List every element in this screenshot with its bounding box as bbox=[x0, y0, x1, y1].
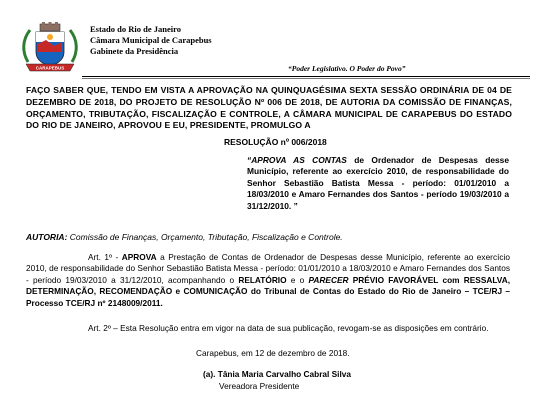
letterhead bbox=[90, 24, 212, 57]
article-1-text-c: PRÉVIO FAVORÁVEL com RESSALVA, DETERMINAÇÃO, RECOMENDAÇÃO e COMUNICAÇÃO do Tribunal de Contas do Estado do Rio de Janeiro – TCE/RJ – Processo TCE/RJ nº 2148009/2011. bbox=[26, 274, 511, 308]
letterhead-chamber: Câmara Municipal de Carapebus bbox=[90, 35, 212, 45]
signatory-name: (a). Tânia Maria Carvalho Cabral Silva bbox=[203, 369, 352, 379]
header-divider bbox=[82, 76, 530, 77]
summary-italic-lead: “APROVA AS CONTAS bbox=[247, 155, 347, 165]
signatory-role: Vereadora Presidente bbox=[219, 381, 300, 391]
letterhead-office: Gabinete da Presidência bbox=[90, 46, 179, 56]
article-1-report: RELATÓRIO bbox=[238, 274, 287, 285]
crest-banner-text: CARAPEBUS bbox=[35, 65, 65, 71]
resolution-summary bbox=[247, 155, 509, 212]
resolution-title: RESOLUÇÃO nº 006/2018 bbox=[224, 137, 327, 147]
motto: “Poder Legislativo. O Poder do Povo” bbox=[288, 64, 406, 73]
article-1-text-b: e o bbox=[286, 274, 309, 285]
article-2: Art. 2º – Esta Resolução entra em vigor na data de sua publicação, revogam-se as disposições em contrário. bbox=[88, 323, 489, 333]
header-divider-secondary bbox=[82, 78, 530, 79]
summary-text: de Ordenador de Despesas desse Município, referente ao exercício 2010, de responsabilidade do Senhor Sebastião Batista Messa - período: 01/01/2010 a 18/03/2010 e Amaro Fernandes dos Santos - período 19/03/2010 a 31/12/2010. ” bbox=[247, 155, 509, 211]
article-1-lead: Art. 1º - bbox=[88, 252, 122, 262]
authorship-text: Comissão de Finanças, Orçamento, Tributação, Fiscalização e Controle. bbox=[67, 232, 343, 242]
promulgation-intro: FAÇO SABER QUE, TENDO EM VISTA A APROVAÇÃO NA QUINQUAGÉSIMA SEXTA SESSÃO ORDINÁRIA DE 04 DE DEZEMBRO DE 2018, DO PROJETO DE RESOLUÇÃO Nº 006 DE 2018, DE AUTORIA DA COMISSÃO DE FINANÇAS, ORÇAMENTO, TRIBUTAÇÃO, FISCALIZAÇÃO E CONTROLE, A CÂMARA MUNICIPAL DE CARAPEBUS DO ESTADO DO RIO DE JANEIRO, APROVOU E EU, PRESIDENTE, PROMULGO A bbox=[26, 85, 512, 131]
article-1-text-a: a Prestação de Contas de Ordenador de Despesas desse Município, referente ao exercício 2010, de responsabilidade do Senhor Sebastião Batista Messa - período: 01/01/2010 a 18/03/2010 e Amaro Fernandes dos Santos - período 19/03/2010 a 31/12/2010, acompanhando o bbox=[26, 252, 511, 285]
place-and-date: Carapebus, em 12 de dezembro de 2018. bbox=[196, 348, 350, 358]
authorship bbox=[26, 232, 343, 242]
municipal-crest-logo bbox=[18, 22, 82, 74]
letterhead-state: Estado do Rio de Janeiro bbox=[90, 24, 181, 34]
article-1-approves: APROVA bbox=[121, 252, 157, 262]
article-1-opinion: PARECER bbox=[308, 274, 349, 285]
authorship-label: AUTORIA: bbox=[26, 232, 68, 242]
article-1 bbox=[26, 252, 510, 309]
